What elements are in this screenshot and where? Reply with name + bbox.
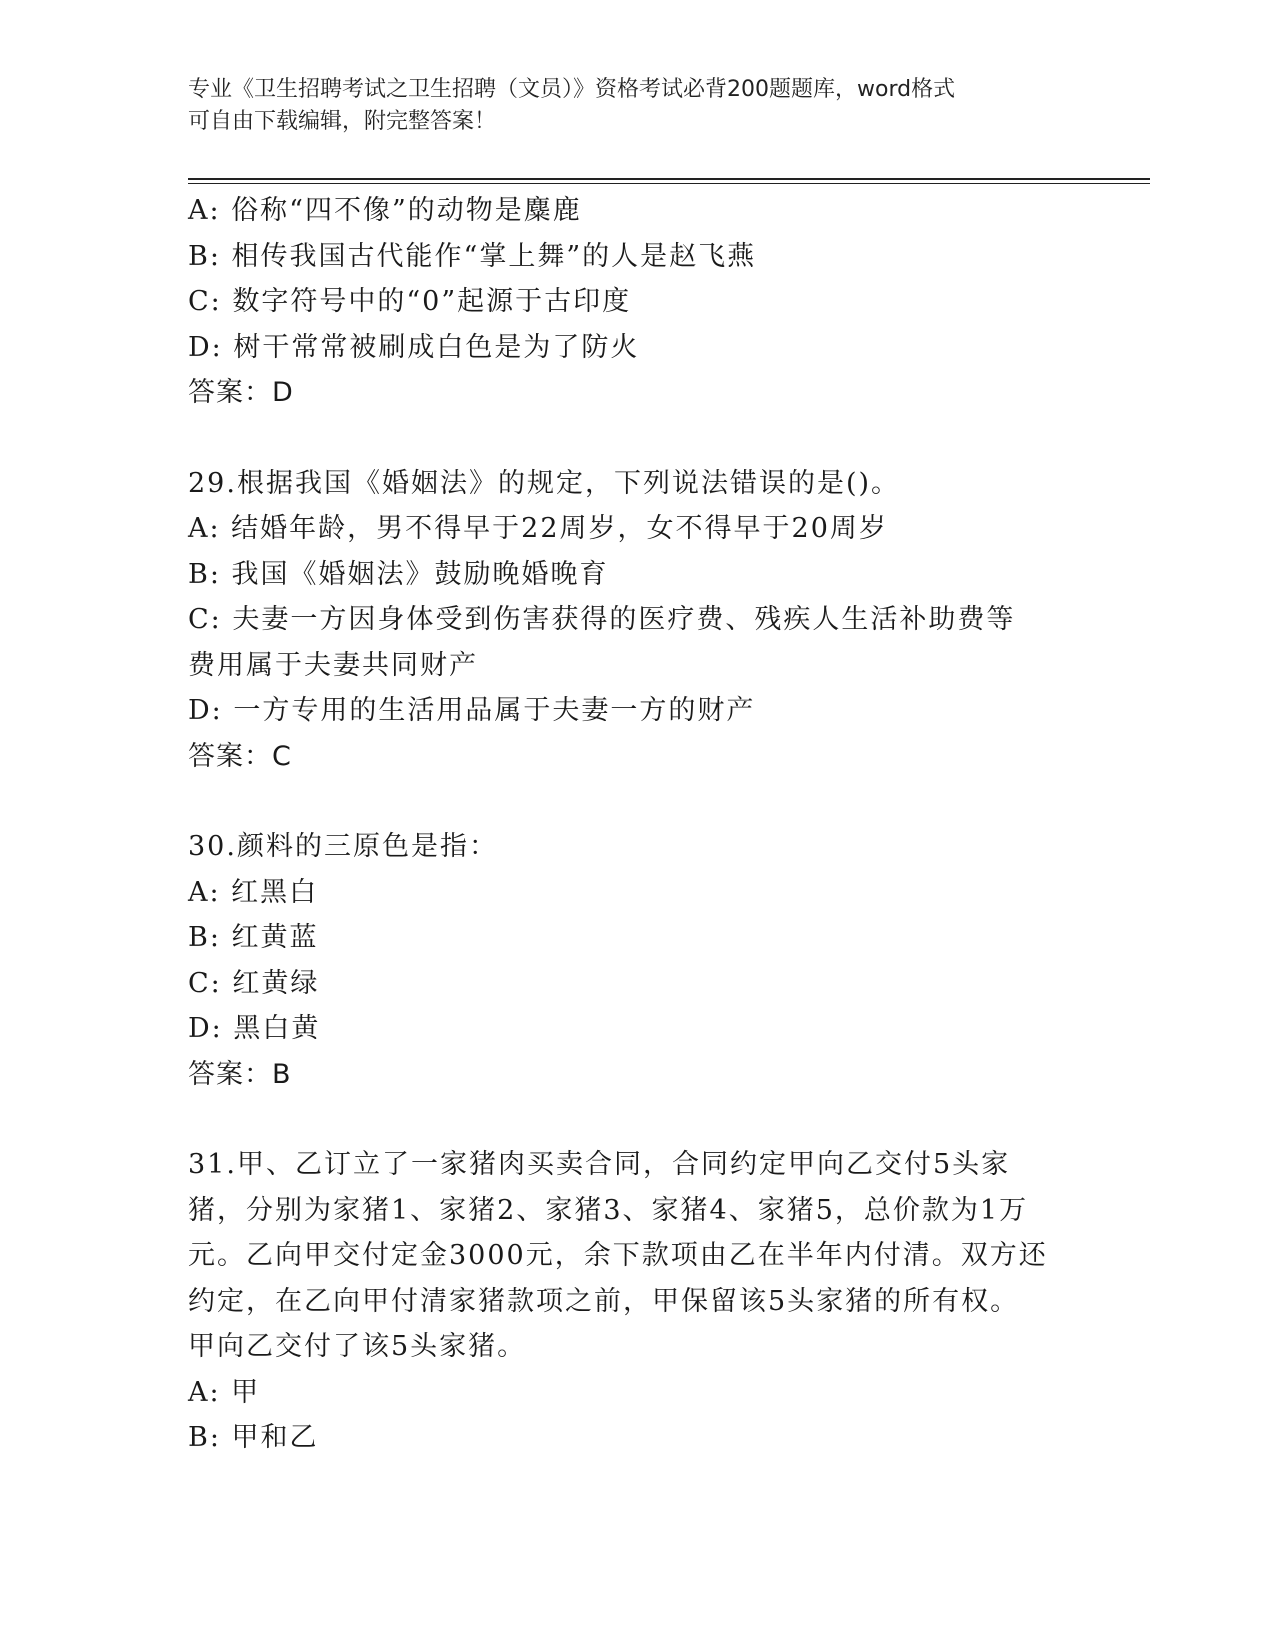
header-title-line1: 专业《卫生招聘考试之卫生招聘（文员）》资格考试必背200题题库，word格式 [188,77,956,102]
question-list [188,188,1088,1461]
answer-label: 答案：D [188,377,294,408]
answer-label: 答案：B [188,1058,292,1090]
option-c: C: 夫妻一方因身体受到伤害获得的医疗费、残疾人生活补助费等费用属于夫妻共同财产 [188,604,1016,681]
option-a: A: 甲 [188,1376,261,1408]
question-30 [188,824,1088,1097]
option-d: D: 黑白黄 [188,1013,321,1044]
question-29 [188,461,1088,780]
option-c: C: 红黄绿 [188,967,320,999]
header-rule-thin [188,183,1150,184]
option-b: B: 相传我国古代能作“掌上舞”的人是赵飞燕 [188,240,757,272]
option-a: A: 红黑白 [188,876,319,908]
header-rule-thick [188,178,1150,180]
document-header [188,74,1068,138]
question-stem: 31.甲、乙订立了一家猪肉买卖合同，合同约定甲向乙交付5头家猪，分别为家猪1、家猪2、家猪3、家猪4、家猪5，总价款为1万元。乙向甲交付定金3000元，余下款项由乙在半年内付清。双方还约定，在乙向甲付清家猪款项之前，甲保留该5头家猪的所有权。甲向乙交付了该5头家猪。 [188,1149,1048,1362]
option-a: A: 结婚年龄，男不得早于22周岁，女不得早于20周岁 [188,513,888,544]
header-title-line2: 可自由下载编辑，附完整答案！ [188,109,497,134]
option-d: D: 一方专用的生活用品属于夫妻一方的财产 [188,695,756,726]
question-28 [188,188,1088,416]
option-d: D: 树干常常被刷成白色是为了防火 [188,331,640,363]
option-b: B: 我国《婚姻法》鼓励晚婚晚育 [188,558,609,590]
answer-label: 答案：C [188,740,292,772]
question-stem: 30.颜料的三原色是指： [188,831,498,862]
option-b: B: 红黄蓝 [188,922,319,953]
question-31 [188,1142,1088,1461]
option-c: C: 数字符号中的“0”起源于古印度 [188,286,632,317]
option-a: A: 俗称“四不像”的动物是麋鹿 [188,195,582,226]
option-b: B: 甲和乙 [188,1422,319,1453]
question-stem: 29.根据我国《婚姻法》的规定，下列说法错误的是()。 [188,467,901,499]
